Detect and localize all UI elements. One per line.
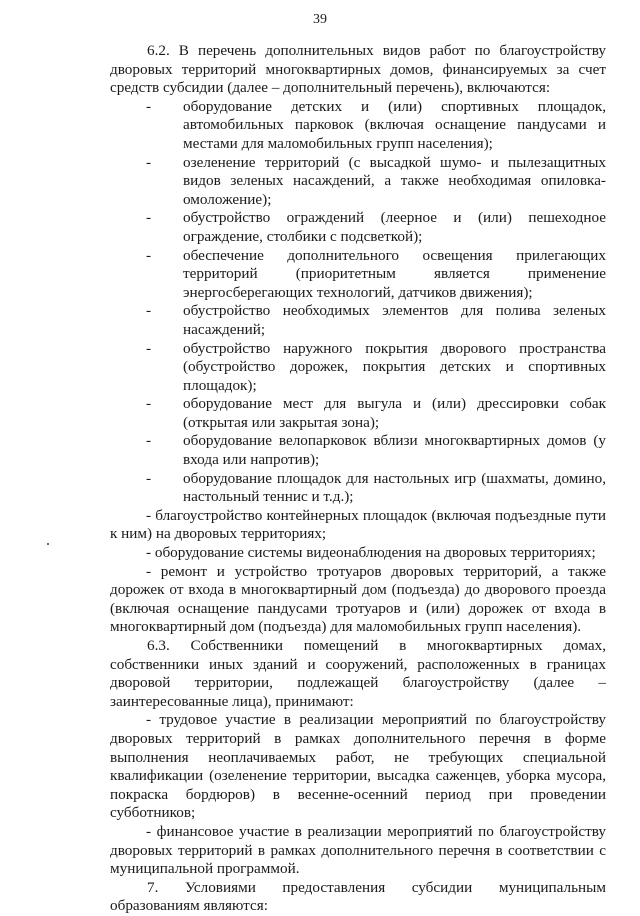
list-item-text: обеспечение дополнительного освещения прилегающих территорий (приоритетным является применение энергосберегающих технологий, датчиков движения); [183,246,606,301]
list-marker: - [146,432,152,450]
list-marker: - [146,302,152,320]
list-item-text: оборудование мест для выгула и (или) дрессировки собак (открытая или закрытая зона); [183,395,606,431]
document-body [110,42,606,916]
list-item: - финансовое участие в реализации мероприятий по благоустройству дворовых территорий в рамках дополнительного перечня в соответствии с муниципальной программой. [110,822,606,878]
list-item-text: оборудование детских и (или) спортивных площадок, автомобильных парковок (включая оснащение пандусами и местами для маломобильных групп населения); [183,97,606,152]
list-marker: - [146,153,152,171]
list-marker: - [146,395,152,413]
list-item-text: обустройство наружного покрытия дворового пространства (обустройство дорожек, покрытия детских и спортивных площадок); [183,339,606,394]
page-number: 39 [313,12,327,27]
list-marker: - [146,209,152,227]
paragraph-6-3: 6.3. Собственники помещений в многоквартирных домах, собственники иных зданий и сооружений, расположенных в границах дворовой территории, подлежащей благоустройству (далее – заинтересованные лица), принимают: [110,637,606,710]
list-item [110,98,606,154]
list-item-text: обустройство ограждений (леерное и (или) пешеходное ограждение, столбики с подсветкой); [183,209,606,245]
list-marker: - [146,246,152,264]
list-marker: - [146,97,152,115]
list-item: - трудовое участие в реализации мероприятий по благоустройству дворовых территорий в рамках дополнительного перечня в форме выполнения неоплачиваемых работ, не требующих специальной квалификации (озеленение территории, высадка саженцев, уборка мусора, покраска бордюров) в весенне-осенний период при проведении субботников; [110,711,606,822]
list-item [110,470,606,507]
list-item [110,395,606,432]
list-item [110,209,606,246]
list-item: - ремонт и устройство тротуаров дворовых территорий, а также дорожек от входа в многоквартирный дом (подъезда) до дворового проезда (включая оснащение пандусами тротуаров и (или) дорожек от входа в многоквартирный дом (подъезда) для маломобильных групп населения). [110,562,606,636]
list-item-text: оборудование велопарковок вблизи многоквартирных домов (у входа или напротив); [183,432,606,469]
list-item [110,154,606,210]
list-marker: - [146,469,152,487]
list-item [110,432,606,469]
list-item [110,247,606,303]
list-item [110,340,606,396]
list-item-text: озеленение территорий (с высадкой шумо- и пылезащитных видов зеленых насаждений, а также необходимая опиловка-омоложение); [183,153,606,208]
list-marker: - [146,339,152,357]
list-item-text: обустройство необходимых элементов для полива зеленых насаждений; [183,302,606,338]
list-item [110,302,606,339]
scan-speck [47,543,49,545]
list-item: - благоустройство контейнерных площадок (включая подъездные пути к ним) на дворовых территориях; [110,506,606,543]
list-item: - оборудование системы видеонаблюдения на дворовых территориях; [146,544,596,562]
paragraph-7: 7. Условиями предоставления субсидии муниципальным образованиям являются: [110,878,606,915]
list-item-text: оборудование площадок для настольных игр (шахматы, домино, настольный теннис и т.д.); [183,469,606,506]
paragraph-6-2: 6.2. В перечень дополнительных видов работ по благоустройству дворовых территорий многоквартирных домов, финансируемых за счет средств субсидии (далее – дополнительный перечень), включаются: [110,42,606,97]
